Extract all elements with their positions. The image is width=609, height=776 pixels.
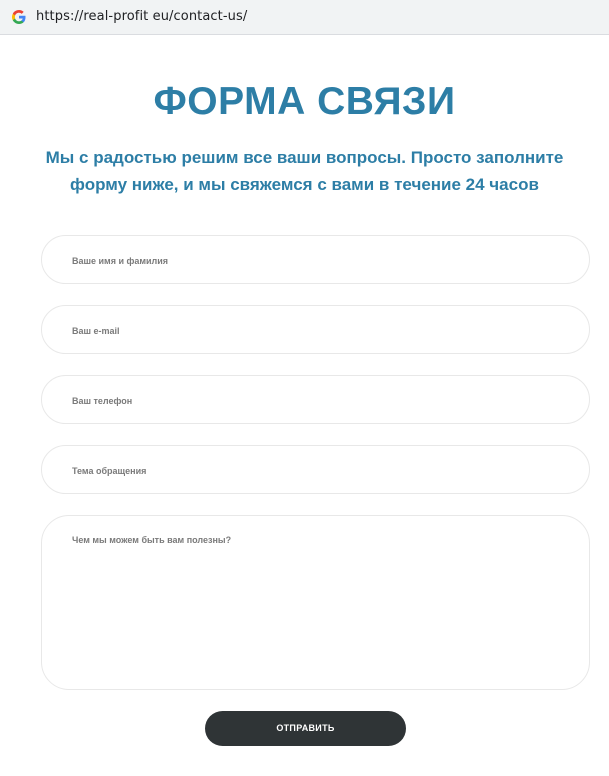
page-subtitle: Мы с радостью решим все ваши вопросы. Просто заполните форму ниже, и мы свяжемся с вами в течение 24 часов (45, 148, 564, 194)
google-g-icon (11, 9, 27, 25)
url-text[interactable]: https://real-profit eu/contact-us/ (36, 9, 248, 24)
subject-field[interactable] (41, 445, 590, 494)
submit-button[interactable]: ОТПРАВИТЬ (205, 711, 406, 746)
email-field-placeholder: Ваш e-mail (72, 326, 120, 336)
subject-field-placeholder: Тема обращения (72, 466, 147, 476)
page-title: ФОРМА СВЯЗИ (153, 80, 456, 123)
email-field[interactable] (41, 305, 590, 354)
name-field[interactable] (41, 235, 590, 284)
name-field-placeholder: Ваше имя и фамилия (72, 256, 169, 266)
address-bar[interactable] (0, 0, 609, 35)
message-textarea-placeholder: Чем мы можем быть вам полезны? (72, 535, 232, 545)
phone-field-placeholder: Ваш телефон (72, 396, 133, 406)
message-textarea[interactable] (41, 515, 590, 690)
phone-field[interactable] (41, 375, 590, 424)
